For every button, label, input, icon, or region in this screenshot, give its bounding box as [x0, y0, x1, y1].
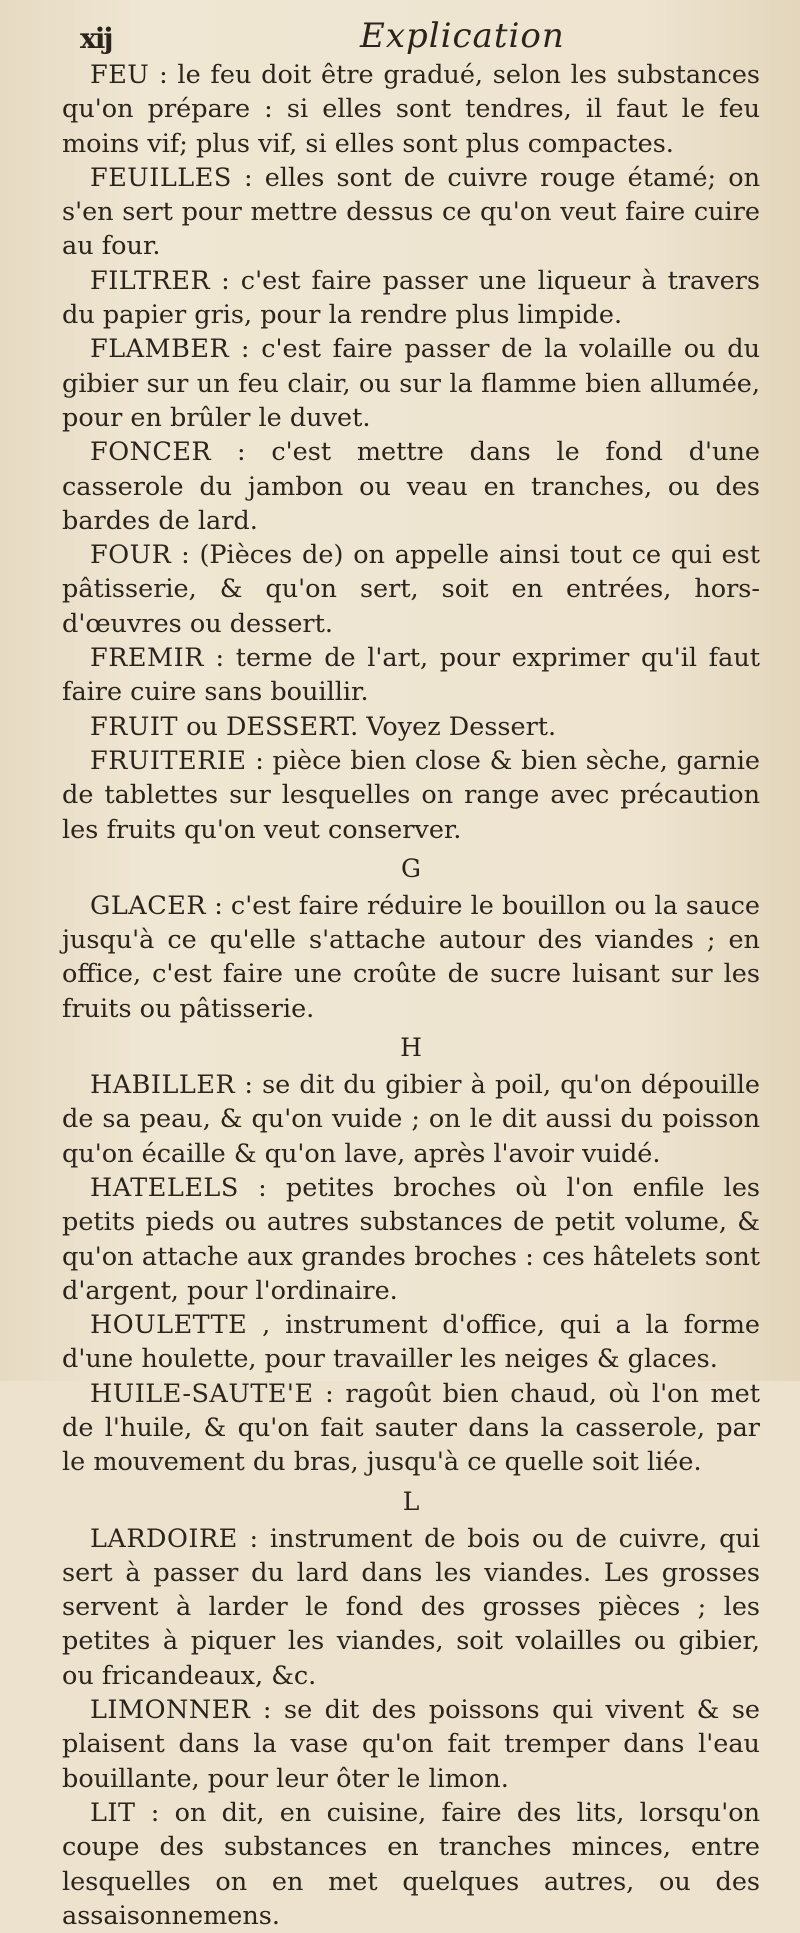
entry-houlette [62, 1308, 760, 1377]
entry-term: FILTRER [90, 265, 211, 296]
entry-fruit [62, 710, 760, 744]
entry-term: HOULETTE [90, 1310, 248, 1341]
entry-definition: : pièce bien close & bien sèche, garnie de tablettes sur lesquelles on range avec précaution les fruits qu'on veut conserver. [62, 745, 760, 845]
entry-feuilles [62, 161, 760, 264]
entry-definition: : elles sont de cuivre rouge étamé; on s'en sert pour mettre dessus ce qu'on veut faire cuire au four. [62, 162, 760, 262]
entry-huile-sautee [62, 1377, 760, 1480]
entry-definition: : c'est faire passer une liqueur à travers du papier gris, pour la rendre plus limpide. [62, 265, 760, 331]
entry-definition: : ragoût bien chaud, où l'on met de l'huile, & qu'on fait sauter dans la casserole, par le mouvement du bras, jusqu'à ce quelle soit liée. [62, 1378, 760, 1478]
entry-definition: : se dit des poissons qui vivent & se plaisent dans la vase qu'on fait tremper dans l'eau bouillante, pour leur ôter le limon. [62, 1695, 760, 1794]
entry-limonner [62, 1693, 760, 1796]
entry-term: FONCER [90, 437, 212, 468]
entry-feu [62, 58, 760, 161]
entry-glacer [62, 889, 760, 1026]
running-head [70, 14, 760, 58]
entry-lardoire [62, 1522, 760, 1693]
entry-term: FRUITERIE [90, 745, 247, 776]
entry-filtrer [62, 264, 760, 333]
entry-flamber [62, 332, 760, 435]
entry-definition: : petites broches où l'on enfile les petits pieds ou autres substances de petit volume, & qu'on attache aux grandes broches : ces hâtelets sont d'argent, pour l'ordinaire. [62, 1172, 760, 1306]
entry-term: HABILLER [90, 1070, 236, 1101]
entry-lit [62, 1796, 760, 1933]
entry-term: FEUILLES [90, 162, 232, 193]
entry-term: HUILE-SAUTE'E [90, 1378, 314, 1409]
entry-definition: : on dit, en cuisine, faire des lits, lorsqu'on coupe des substances en tranches minces, entre lesquelles on en met quelques autres, ou des assaisonnemens. [62, 1797, 760, 1931]
entry-term: GLACER [90, 890, 207, 921]
entry-term: LIT [90, 1797, 136, 1828]
entry-definition: : le feu doit être gradué, selon les substances qu'on prépare : si elles sont tendres, il faut le feu moins vif; plus vif, si elles sont plus compactes. [62, 60, 760, 159]
entry-foncer [62, 435, 760, 538]
entry-term: LARDOIRE [90, 1523, 238, 1554]
entry-four [62, 538, 760, 641]
entry-definition: : c'est faire réduire le bouillon ou la sauce jusqu'à ce qu'elle s'attache autour des viandes ; en office, c'est faire une croûte de sucre luisant sur les fruits ou pâtisserie. [62, 890, 760, 1024]
entry-term: FREMIR [90, 643, 204, 674]
page-number: xij [80, 22, 112, 55]
entry-definition: : c'est mettre dans le fond d'une casserole du jambon ou veau en tranches, ou des bardes de lard. [62, 437, 760, 536]
entry-hatelels [62, 1171, 760, 1308]
entry-term: HATELELS [90, 1172, 239, 1203]
entry-term: FEU [90, 60, 150, 90]
entry-habiller [62, 1068, 760, 1171]
entry-definition: : (Pièces de) on appelle ainsi tout ce qui est pâtisserie, & qu'on sert, soit en entrées, hors-d'œuvres ou dessert. [62, 540, 760, 639]
entry-term: FOUR [90, 540, 172, 571]
entry-definition: : c'est faire passer de la volaille ou du gibier sur un feu clair, ou sur la flamme bien allumée, pour en brûler le duvet. [62, 334, 760, 433]
entry-definition: , instrument d'office, qui a la forme d'une houlette, pour travailler les neiges & glaces. [62, 1310, 760, 1375]
entry-definition: : instrument de bois ou de cuivre, qui sert à passer du lard dans les viandes. Les grosses servent à larder le fond des grosses pièces ; les petites à piquer les viandes, soit volailles ou gibier, ou fricandeaux, &c. [62, 1523, 760, 1691]
section-letter-l: L [402, 1486, 420, 1516]
entry-term: LIMONNER [90, 1695, 251, 1726]
entry-definition: ou DESSERT. Voyez Dessert. [177, 711, 557, 742]
entry-fruiterie [62, 744, 760, 847]
entry-definition: : terme de l'art, pour exprimer qu'il faut faire cuire sans bouillir. [62, 643, 760, 708]
entry-term: FLAMBER [90, 334, 230, 365]
entry-term: FRUIT [90, 711, 178, 742]
section-letter-h: H [400, 1033, 422, 1063]
section-letter-g: G [401, 853, 421, 883]
entry-fremir [62, 641, 760, 710]
running-title: Explication [360, 16, 565, 56]
entry-definition: : se dit du gibier à poil, qu'on dépouille de sa peau, & qu'on vuide ; on le dit aussi du poisson qu'on écaille & qu'on lave, après l'avoir vuidé. [62, 1070, 760, 1169]
